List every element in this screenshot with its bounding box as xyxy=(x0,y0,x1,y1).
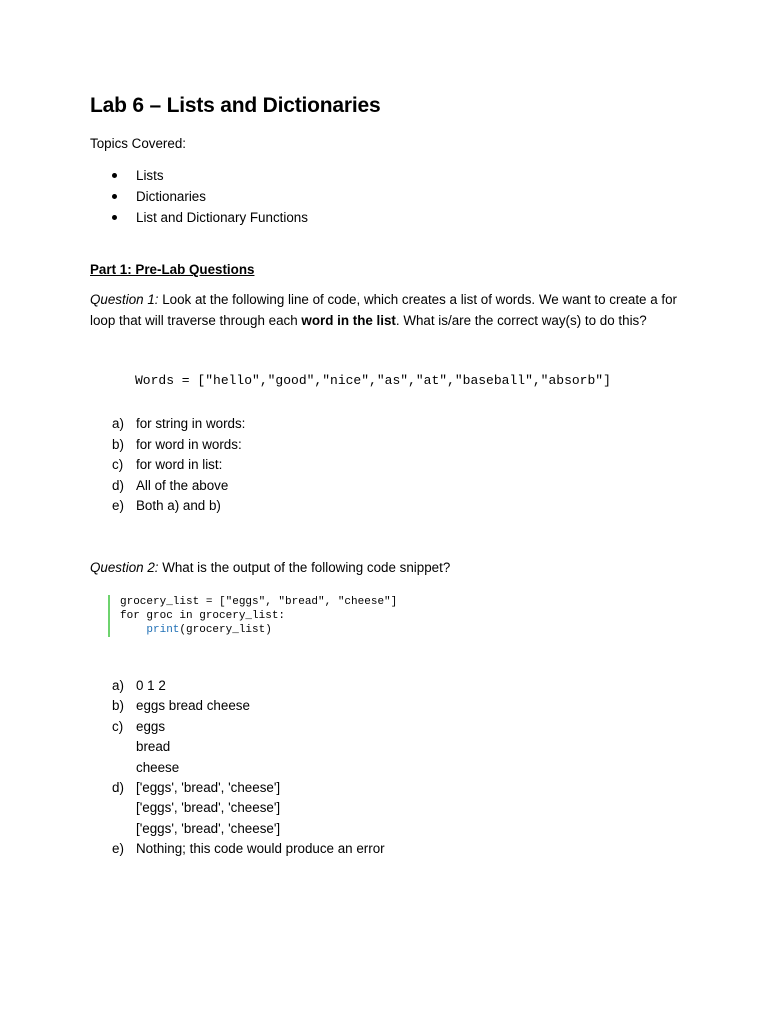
option-text: eggs bread cheese xyxy=(136,698,250,713)
question-1-body-a: Look at the following line of code, which creates a list of words. We want to create a for loop that will traverse through each xyxy=(90,292,678,328)
option-letter: d) xyxy=(112,780,124,795)
question-1-body-bold: word in the list xyxy=(301,312,396,328)
bullet-icon xyxy=(112,173,117,178)
part1-heading: Part 1: Pre-Lab Questions xyxy=(90,262,255,277)
bullet-icon xyxy=(112,215,117,220)
option-text: eggs xyxy=(136,719,166,734)
option-letter: a) xyxy=(112,416,124,431)
option-text: 0 1 2 xyxy=(136,678,166,693)
question-1-code: Words = ["hello","good","nice","as","at","baseball","absorb"] xyxy=(135,373,611,388)
code-line: grocery_list = ["eggs", "bread", "cheese"] xyxy=(120,596,398,608)
option-letter: a) xyxy=(112,678,124,693)
page-title: Lab 6 – Lists and Dictionaries xyxy=(90,94,381,117)
question-1-text xyxy=(90,290,690,331)
option-text: for word in words: xyxy=(136,437,242,452)
question-1-label: Question 1: xyxy=(90,292,159,307)
option-text: for word in list: xyxy=(136,457,223,472)
topic-text: Dictionaries xyxy=(136,189,206,204)
option-letter: b) xyxy=(112,437,124,452)
option-text: ['eggs', 'bread', 'cheese'] xyxy=(136,780,281,795)
option-text: ['eggs', 'bread', 'cheese'] xyxy=(136,821,281,836)
code-keyword: print xyxy=(146,624,180,636)
option-text: for string in words: xyxy=(136,416,246,431)
question-2-body: What is the output of the following code snippet? xyxy=(158,560,451,575)
option-letter: c) xyxy=(112,719,124,734)
topic-text: List and Dictionary Functions xyxy=(136,210,308,225)
question-2-text xyxy=(90,558,450,579)
option-text: All of the above xyxy=(136,478,229,493)
option-text: ['eggs', 'bread', 'cheese'] xyxy=(136,800,281,815)
option-letter: c) xyxy=(112,457,124,472)
option-letter: e) xyxy=(112,841,124,856)
code-args: (grocery_list) xyxy=(179,624,272,636)
code-line xyxy=(120,623,272,637)
question-2-label: Question 2: xyxy=(90,560,159,575)
option-text: Nothing; this code would produce an error xyxy=(136,841,385,856)
code-snippet xyxy=(108,595,410,637)
code-line: for groc in grocery_list: xyxy=(120,610,286,622)
option-letter: e) xyxy=(112,498,124,513)
option-letter: d) xyxy=(112,478,124,493)
option-text: bread xyxy=(136,739,171,754)
option-letter: b) xyxy=(112,698,124,713)
topic-text: Lists xyxy=(136,168,164,183)
code-indent xyxy=(120,624,146,636)
option-text: cheese xyxy=(136,760,180,775)
question-1-body-b: . What is/are the correct way(s) to do this? xyxy=(395,312,647,328)
topics-label: Topics Covered: xyxy=(90,136,187,151)
bullet-icon xyxy=(112,194,117,199)
option-text: Both a) and b) xyxy=(136,498,221,513)
